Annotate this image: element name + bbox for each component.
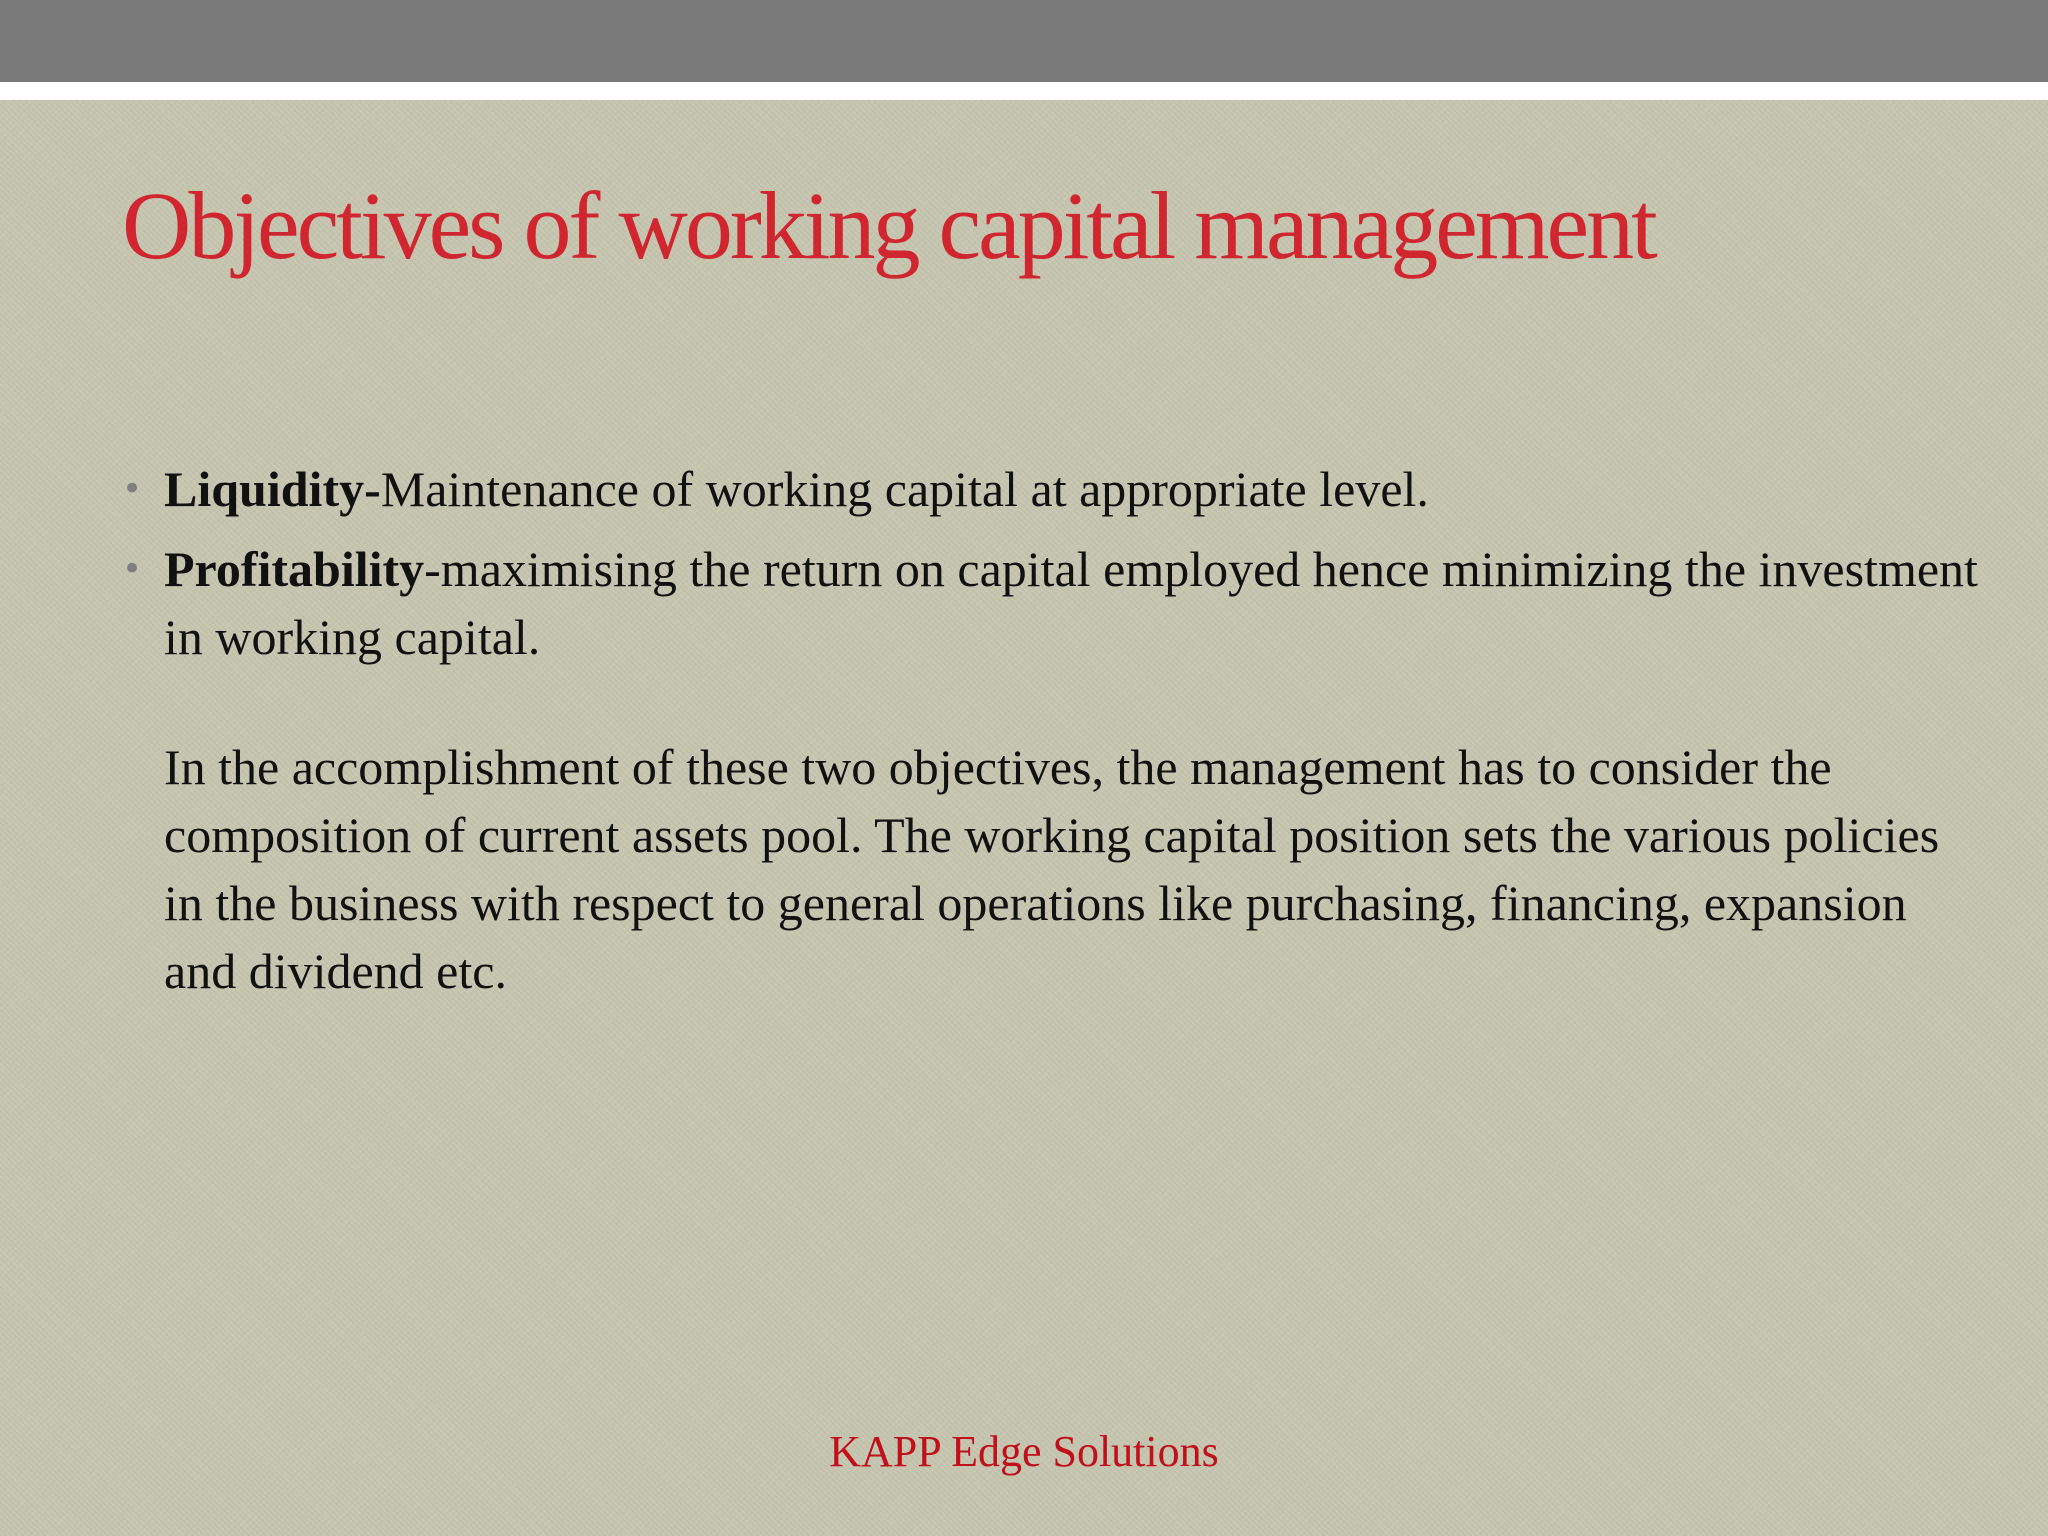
bullet-liquidity — [122, 455, 1982, 523]
top-divider — [0, 82, 2048, 100]
footer-text: KAPP Edge Solutions — [829, 1427, 1219, 1476]
bullet-text: -maximising the return on capital employed hence minimizing the investment in working capital. — [164, 541, 1978, 665]
bullet-profitability — [122, 535, 1982, 671]
bullet-text: Maintenance of working capital at appropriate level. — [380, 461, 1429, 517]
slide-title: Objectives of working capital management — [122, 172, 1655, 279]
bullet-dot-icon: • — [122, 469, 143, 509]
slide-content — [122, 455, 1982, 1005]
bullet-dot-icon: • — [122, 549, 143, 589]
body-paragraph: In the accomplishment of these two objectives, the management has to consider the composition of current assets pool. The working capital position sets the various policies in the business with respect to general operations like purchasing, financing, expansion and dividend etc. — [164, 739, 1940, 999]
top-bar — [0, 0, 2048, 82]
bullet-term: Liquidity- — [164, 461, 381, 517]
bullet-term: Profitability — [164, 541, 425, 597]
